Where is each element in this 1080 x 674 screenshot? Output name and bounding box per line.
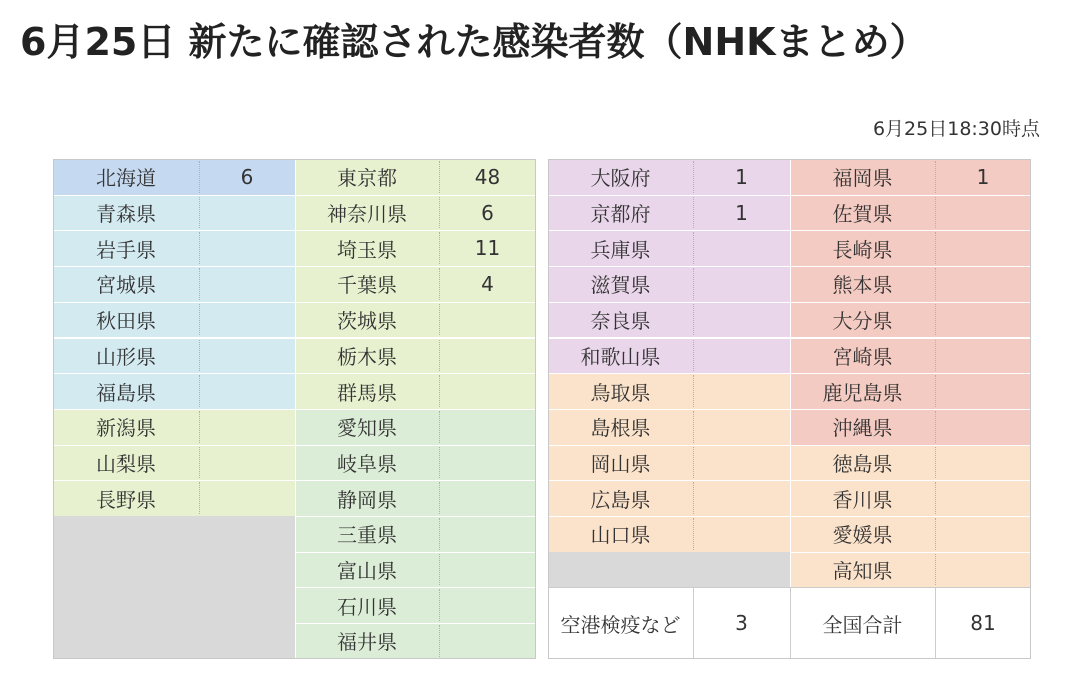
cell-divider <box>935 411 936 443</box>
row-divider <box>790 480 1031 481</box>
row-divider <box>295 338 536 339</box>
cell-divider <box>439 411 440 443</box>
prefecture-count <box>693 445 790 481</box>
row-divider <box>548 409 790 410</box>
prefecture-count <box>199 445 295 481</box>
prefecture-count <box>935 302 1031 338</box>
prefecture-count <box>693 516 790 552</box>
cell-divider <box>935 340 936 372</box>
prefecture-name: 岐阜県 <box>295 445 439 481</box>
row-divider <box>548 516 790 517</box>
row-divider <box>548 266 790 267</box>
prefecture-count <box>199 480 295 516</box>
cell-divider <box>199 447 200 479</box>
prefecture-count <box>935 409 1031 445</box>
prefecture-name: 熊本県 <box>790 266 935 302</box>
row-divider <box>790 266 1031 267</box>
row-divider <box>295 409 536 410</box>
prefecture-name: 福島県 <box>53 373 199 409</box>
prefecture-name: 富山県 <box>295 552 439 588</box>
cell-divider <box>935 161 936 193</box>
timestamp: 6月25日18:30時点 <box>872 118 1040 140</box>
prefecture-count <box>935 338 1031 374</box>
prefecture-count <box>935 373 1031 409</box>
prefecture-count <box>693 230 790 266</box>
prefecture-name: 茨城県 <box>295 302 439 338</box>
prefecture-name: 群馬県 <box>295 373 439 409</box>
cell-divider <box>935 304 936 336</box>
prefecture-count <box>199 338 295 374</box>
row-divider <box>790 338 1031 339</box>
prefecture-count <box>693 338 790 374</box>
row-divider <box>790 195 1031 196</box>
row-divider <box>548 230 790 231</box>
row-divider <box>53 373 295 374</box>
cell-divider <box>935 375 936 407</box>
cell-divider <box>439 447 440 479</box>
prefecture-name: 大阪府 <box>548 159 693 195</box>
cell-divider <box>439 518 440 550</box>
prefecture-name: 徳島県 <box>790 445 935 481</box>
row-divider <box>295 552 536 553</box>
prefecture-name: 岡山県 <box>548 445 693 481</box>
footer-divider <box>935 587 936 658</box>
prefecture-name: 宮崎県 <box>790 338 935 374</box>
prefecture-count <box>199 266 295 302</box>
prefecture-count <box>935 266 1031 302</box>
prefecture-count: 1 <box>935 159 1031 195</box>
prefecture-name: 鹿児島県 <box>790 373 935 409</box>
cell-divider <box>935 482 936 514</box>
prefecture-name: 石川県 <box>295 587 439 623</box>
prefecture-name: 福井県 <box>295 623 439 659</box>
prefecture-name: 山形県 <box>53 338 199 374</box>
prefecture-count: 4 <box>439 266 536 302</box>
prefecture-name: 愛知県 <box>295 409 439 445</box>
prefecture-name: 埼玉県 <box>295 230 439 266</box>
prefecture-name: 北海道 <box>53 159 199 195</box>
row-divider <box>53 338 295 339</box>
row-divider <box>295 587 536 588</box>
column-divider <box>790 159 791 659</box>
prefecture-name: 和歌山県 <box>548 338 693 374</box>
prefecture-name: 兵庫県 <box>548 230 693 266</box>
prefecture-name: 島根県 <box>548 409 693 445</box>
row-divider <box>53 445 295 446</box>
cell-divider <box>693 304 694 336</box>
row-divider <box>53 230 295 231</box>
row-divider <box>295 623 536 624</box>
prefecture-name: 福岡県 <box>790 159 935 195</box>
cell-divider <box>439 232 440 264</box>
row-divider <box>548 195 790 196</box>
prefecture-count <box>199 373 295 409</box>
cell-divider <box>693 447 694 479</box>
prefecture-name: 広島県 <box>548 480 693 516</box>
prefecture-name: 秋田県 <box>53 302 199 338</box>
row-divider <box>295 480 536 481</box>
prefecture-count <box>439 587 536 623</box>
cell-divider <box>935 554 936 586</box>
prefecture-count <box>693 373 790 409</box>
cell-divider <box>199 268 200 300</box>
prefecture-name: 愛媛県 <box>790 516 935 552</box>
row-divider <box>53 266 295 267</box>
row-divider <box>53 480 295 481</box>
prefecture-count <box>935 230 1031 266</box>
prefecture-name: 新潟県 <box>53 409 199 445</box>
cell-divider <box>693 518 694 550</box>
cell-divider <box>199 232 200 264</box>
cell-divider <box>199 340 200 372</box>
prefecture-count <box>935 516 1031 552</box>
prefecture-count <box>935 195 1031 231</box>
cell-divider <box>439 625 440 657</box>
prefecture-name: 鳥取県 <box>548 373 693 409</box>
cell-divider <box>439 161 440 193</box>
cell-divider <box>199 482 200 514</box>
cell-divider <box>439 197 440 229</box>
row-divider <box>548 445 790 446</box>
prefecture-count <box>439 409 536 445</box>
prefecture-count <box>439 302 536 338</box>
cell-divider <box>693 340 694 372</box>
row-divider <box>790 445 1031 446</box>
row-divider <box>295 195 536 196</box>
prefecture-count <box>693 480 790 516</box>
cell-divider <box>199 375 200 407</box>
prefecture-name: 滋賀県 <box>548 266 693 302</box>
row-divider <box>295 230 536 231</box>
prefecture-count <box>935 552 1031 588</box>
row-divider <box>790 302 1031 303</box>
prefecture-name: 香川県 <box>790 480 935 516</box>
row-divider <box>548 373 790 374</box>
row-divider <box>295 445 536 446</box>
empty-cell <box>548 552 790 588</box>
cell-divider <box>439 375 440 407</box>
page-title: 6月25日 新たに確認された感染者数（NHKまとめ） <box>20 20 928 64</box>
cell-divider <box>439 340 440 372</box>
prefecture-name: 千葉県 <box>295 266 439 302</box>
prefecture-count <box>439 516 536 552</box>
cell-divider <box>935 197 936 229</box>
row-divider <box>53 302 295 303</box>
cell-divider <box>693 161 694 193</box>
prefecture-name: 岩手県 <box>53 230 199 266</box>
cell-divider <box>199 411 200 443</box>
prefecture-name: 山梨県 <box>53 445 199 481</box>
prefecture-count: 1 <box>693 159 790 195</box>
footer-divider <box>693 587 694 658</box>
cell-divider <box>693 268 694 300</box>
prefecture-name: 奈良県 <box>548 302 693 338</box>
prefecture-name: 高知県 <box>790 552 935 588</box>
prefecture-count <box>439 552 536 588</box>
row-divider <box>548 480 790 481</box>
prefecture-count: 48 <box>439 159 536 195</box>
footer-divider <box>790 587 791 658</box>
national-total-label: 全国合計 <box>790 587 935 658</box>
prefecture-name: 沖縄県 <box>790 409 935 445</box>
row-divider <box>548 302 790 303</box>
prefecture-count <box>935 445 1031 481</box>
row-divider <box>790 552 1031 553</box>
prefecture-name: 佐賀県 <box>790 195 935 231</box>
prefecture-name: 神奈川県 <box>295 195 439 231</box>
prefecture-name: 京都府 <box>548 195 693 231</box>
row-divider <box>790 409 1031 410</box>
empty-cell <box>53 516 295 659</box>
row-divider <box>548 338 790 339</box>
cell-divider <box>693 232 694 264</box>
row-divider <box>295 266 536 267</box>
cell-divider <box>439 268 440 300</box>
prefecture-count: 6 <box>439 195 536 231</box>
prefecture-name: 長野県 <box>53 480 199 516</box>
cell-divider <box>693 411 694 443</box>
prefecture-name: 東京都 <box>295 159 439 195</box>
prefecture-count <box>693 302 790 338</box>
airport-quarantine-label: 空港検疫など <box>548 587 693 658</box>
airport-quarantine-count: 3 <box>693 587 790 658</box>
prefecture-count <box>199 195 295 231</box>
cell-divider <box>439 554 440 586</box>
column-divider <box>295 159 296 659</box>
prefecture-name: 長崎県 <box>790 230 935 266</box>
cell-divider <box>935 232 936 264</box>
prefecture-count <box>199 302 295 338</box>
row-divider <box>790 230 1031 231</box>
prefecture-name: 宮城県 <box>53 266 199 302</box>
prefecture-count: 1 <box>693 195 790 231</box>
cell-divider <box>693 482 694 514</box>
row-divider <box>295 373 536 374</box>
cell-divider <box>439 589 440 621</box>
row-divider <box>790 516 1031 517</box>
row-divider <box>53 195 295 196</box>
prefecture-name: 栃木県 <box>295 338 439 374</box>
cell-divider <box>199 197 200 229</box>
row-divider <box>295 516 536 517</box>
footer-top-border <box>548 587 1031 588</box>
prefecture-count <box>693 409 790 445</box>
cell-divider <box>693 375 694 407</box>
prefecture-count <box>439 338 536 374</box>
prefecture-count: 11 <box>439 230 536 266</box>
prefecture-count <box>439 445 536 481</box>
cell-divider <box>439 304 440 336</box>
prefecture-name: 大分県 <box>790 302 935 338</box>
prefecture-name: 三重県 <box>295 516 439 552</box>
prefecture-name: 山口県 <box>548 516 693 552</box>
prefecture-count <box>935 480 1031 516</box>
prefecture-count <box>439 480 536 516</box>
cell-divider <box>439 482 440 514</box>
cell-divider <box>199 161 200 193</box>
cell-divider <box>935 447 936 479</box>
prefecture-count <box>439 373 536 409</box>
prefecture-count <box>439 623 536 659</box>
prefecture-name: 青森県 <box>53 195 199 231</box>
prefecture-name: 静岡県 <box>295 480 439 516</box>
row-divider <box>295 302 536 303</box>
prefecture-count <box>199 409 295 445</box>
cell-divider <box>935 268 936 300</box>
cell-divider <box>199 304 200 336</box>
national-total-count: 81 <box>935 587 1031 658</box>
row-divider <box>53 409 295 410</box>
prefecture-count <box>693 266 790 302</box>
prefecture-count: 6 <box>199 159 295 195</box>
cell-divider <box>693 197 694 229</box>
cell-divider <box>935 518 936 550</box>
prefecture-count <box>199 230 295 266</box>
row-divider <box>790 373 1031 374</box>
